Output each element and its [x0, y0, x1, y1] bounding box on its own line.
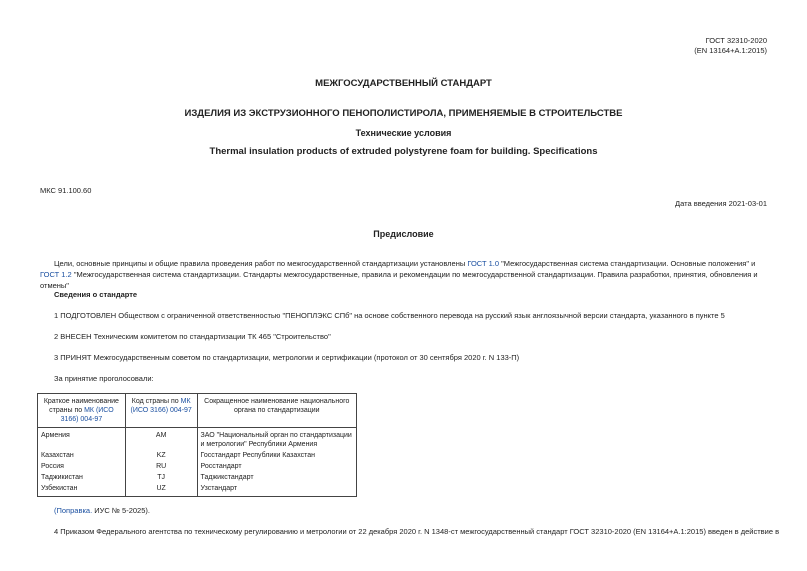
- document-title-ru: ИЗДЕЛИЯ ИЗ ЭКСТРУЗИОННОГО ПЕНОПОЛИСТИРОЛА, ПРИМЕНЯЕМЫЕ В СТРОИТЕЛЬСТВЕ: [184, 108, 623, 119]
- country-name: Таджикистан: [38, 472, 126, 483]
- info-item-4: 4 Приказом Федерального агентства по техническому регулированию и метрологии от 22 декабря 2020 г. N 1348-ст межгосударственный стандарт ГОСТ 32310-2020 (EN 13164+A.1:2015) введен в действие в: [54, 527, 780, 536]
- standard-type: МЕЖГОСУДАРСТВЕННЫЙ СТАНДАРТ: [315, 78, 492, 89]
- doc-number-ru: ГОСТ 32310-2020: [705, 36, 767, 45]
- table-row: [38, 483, 357, 497]
- country-name: Казахстан: [38, 450, 126, 461]
- table-row: [38, 428, 357, 451]
- national-body: Узстандарт: [197, 483, 356, 497]
- gost-1-2-link[interactable]: ГОСТ 1.2: [40, 270, 72, 279]
- country-code: TJ: [125, 472, 197, 483]
- mks-code: МКС 91.100.60: [40, 186, 92, 195]
- country-name: Узбекистан: [38, 483, 126, 497]
- table-row: [38, 450, 357, 461]
- mk-iso-link-1[interactable]: МК (ИСО 3166) 004-97: [60, 407, 114, 423]
- preface-heading: Предисловие: [373, 229, 434, 239]
- info-item-2: 2 ВНЕСЕН Техническим комитетом по стандартизации ТК 465 "Строительство": [54, 332, 331, 341]
- voted-label: За принятие проголосовали:: [54, 374, 154, 383]
- table-row: [38, 461, 357, 472]
- header-country-code-text: Код страны по: [131, 398, 181, 405]
- preface-text-c: "Межгосударственная система стандартизации. Стандарты межгосударственные, правила и рекомендации по межгосударственной стандартизации. Правила разработки, принятия, обновления и отмены": [40, 270, 758, 290]
- header-country-name-text: Краткое наименование страны по: [43, 398, 119, 414]
- national-body: Таджикстандарт: [197, 472, 356, 483]
- preface-paragraph: [40, 258, 770, 291]
- doc-number-en: (EN 13164+A.1:2015): [694, 46, 767, 55]
- country-name: Россия: [38, 461, 126, 472]
- national-body: Росстандарт: [197, 461, 356, 472]
- countries-table: [37, 393, 357, 497]
- amendment-note: [54, 506, 150, 515]
- country-code: KZ: [125, 450, 197, 461]
- national-body: ЗАО "Национальный орган по стандартизации и метрологии" Республики Армения: [197, 428, 356, 451]
- country-name: Армения: [38, 428, 126, 451]
- document-subtitle-ru: Технические условия: [355, 128, 452, 138]
- header-country-code: [125, 394, 197, 428]
- introduction-date: Дата введения 2021-03-01: [675, 199, 767, 208]
- country-code: UZ: [125, 483, 197, 497]
- gost-1-0-link[interactable]: ГОСТ 1.0: [467, 259, 500, 268]
- country-code: RU: [125, 461, 197, 472]
- standard-info-heading: Сведения о стандарте: [54, 290, 138, 299]
- national-body: Госстандарт Республики Казахстан: [197, 450, 356, 461]
- info-item-1: 1 ПОДГОТОВЛЕН Обществом с ограниченной ответственностью "ПЕНОПЛЭКС СПб" на основе собственного перевода на русский язык англоязычной версии стандарта, указанного в пункте 5: [54, 311, 725, 320]
- table-header-row: [38, 394, 357, 428]
- preface-text-a: Цели, основные принципы и общие правила проведения работ по межгосударственной стандартизации установлены: [54, 259, 468, 268]
- table-row: [38, 472, 357, 483]
- document-title-en: Thermal insulation products of extruded polystyrene foam for building. Specifications: [209, 146, 598, 157]
- country-code: AM: [125, 428, 197, 451]
- header-national-body: Сокращенное наименование национального органа по стандартизации: [197, 394, 356, 428]
- header-country-name: [38, 394, 126, 428]
- document-number: [694, 36, 767, 56]
- amendment-text: ИУС № 5-2025).: [92, 506, 150, 515]
- preface-text-b: "Межгосударственная система стандартизации. Основные положения" и: [499, 259, 756, 268]
- info-item-3: 3 ПРИНЯТ Межгосударственным советом по стандартизации, метрологии и сертификации (протокол от 30 сентября 2020 г. N 133-П): [54, 353, 520, 362]
- amendment-link[interactable]: (Поправка.: [54, 506, 93, 515]
- mk-iso-link-2[interactable]: МК (ИСО 3166) 004-97: [130, 398, 192, 414]
